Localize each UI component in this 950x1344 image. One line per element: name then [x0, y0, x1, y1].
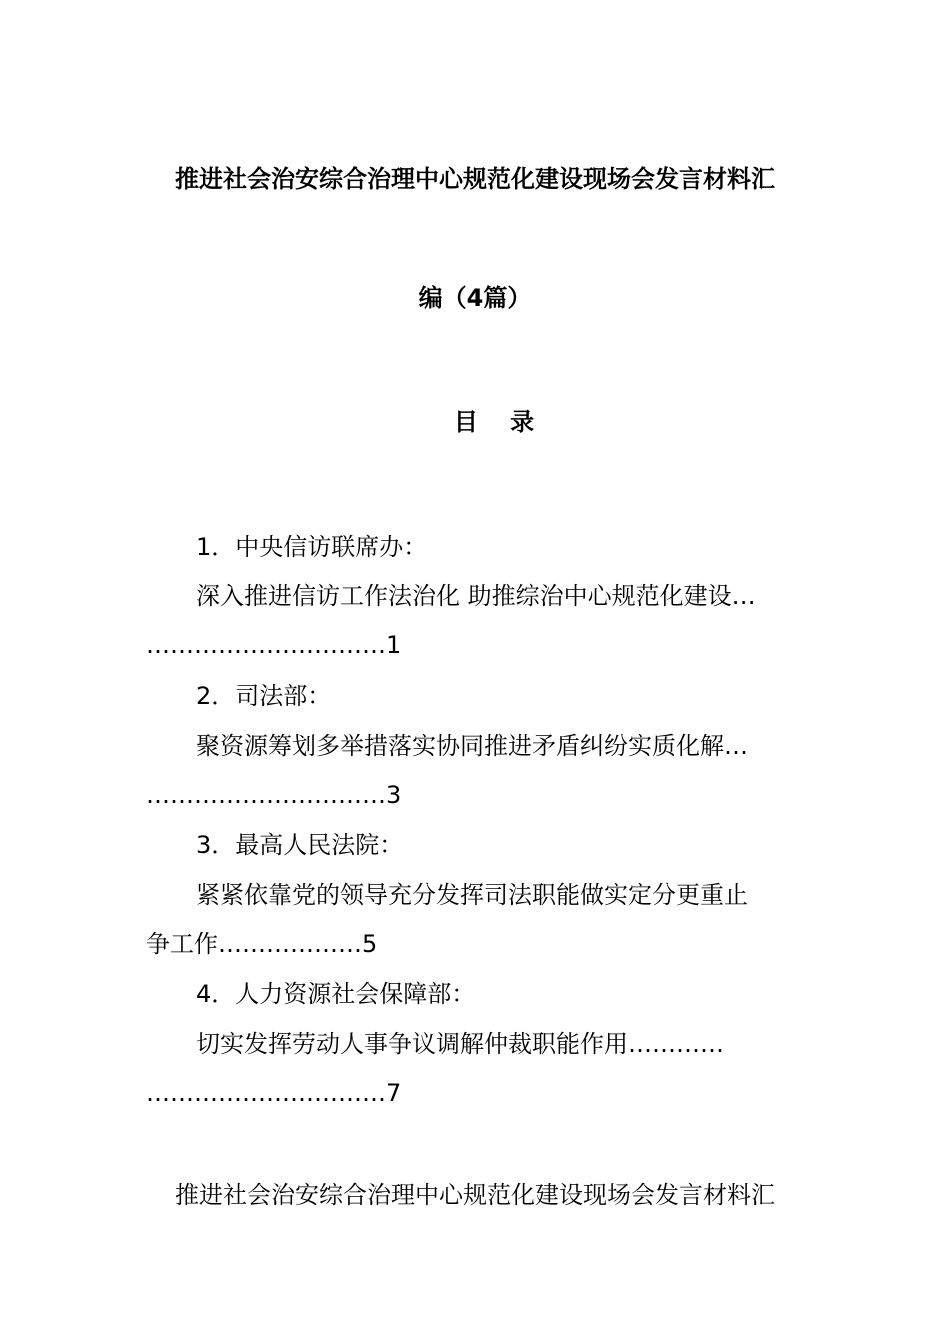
toc-entry-2-title: 聚资源筹划多举措落实协同推进矛盾纠纷实质化解… — [196, 732, 748, 760]
toc-entry-1-page: …………………………1 — [146, 631, 402, 659]
document-title-line-2: 编（4篇） — [418, 284, 532, 312]
toc-entry-2-page: …………………………3 — [146, 781, 402, 809]
document-title-line-1: 推进社会治安综合治理中心规范化建设现场会发言材料汇 — [175, 165, 775, 193]
toc-heading: 目 录 — [453, 408, 547, 436]
toc-entry-4-org: 4．人力资源社会保障部： — [196, 980, 476, 1008]
next-section-title: 推进社会治安综合治理中心规范化建设现场会发言材料汇 — [175, 1181, 775, 1209]
toc-entry-3-page: 争工作………………5 — [146, 930, 378, 958]
toc-entry-1-title: 深入推进信访工作法治化 助推综治中心规范化建设… — [196, 582, 756, 610]
toc-entry-4-page: …………………………7 — [146, 1079, 402, 1107]
toc-entry-4-title: 切实发挥劳动人事争议调解仲裁职能作用………… — [196, 1030, 724, 1058]
toc-entry-3-title: 紧紧依靠党的领导充分发挥司法职能做实定分更重止 — [196, 881, 748, 909]
toc-entry-1-org: 1．中央信访联席办： — [196, 533, 428, 561]
toc-entry-3-org: 3．最高人民法院： — [196, 831, 404, 859]
toc-entry-2-org: 2．司法部： — [196, 682, 332, 710]
